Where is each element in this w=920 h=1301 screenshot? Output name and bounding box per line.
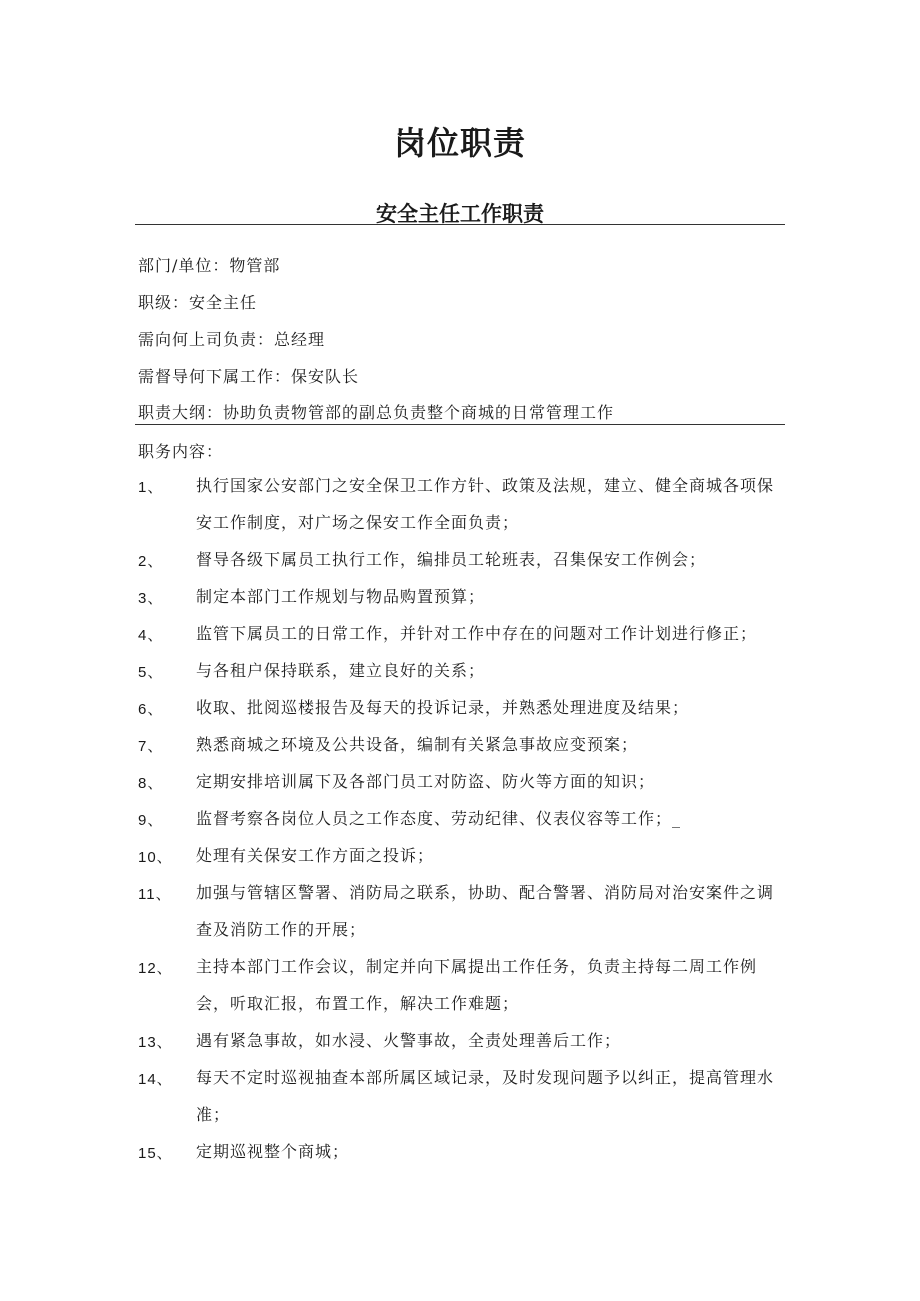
outline-divider — [135, 424, 785, 425]
duty-text — [196, 1059, 782, 1133]
duty-number: 4、 — [138, 627, 164, 644]
outline-line: 职责大纲：协助负责物管部的副总负责整个商城的日常管理工作 — [138, 403, 615, 422]
duty-number: 1、 — [138, 479, 164, 496]
duty-number: 10、 — [138, 849, 173, 866]
duty-text-line: 处理有关保安工作方面之投诉； — [196, 846, 435, 865]
duty-number: 11、 — [138, 886, 172, 903]
duty-number: 9、 — [138, 812, 164, 829]
document-title: 岗位职责 — [393, 124, 526, 162]
duty-text-line: 遇有紧急事故，如水浸、火警事故，全责处理善后工作； — [196, 1031, 622, 1050]
section-title: 安全主任工作职责 — [376, 201, 544, 226]
duty-text-line: 安工作制度，对广场之保安工作全面负责； — [196, 513, 520, 532]
duty-number: 12、 — [138, 960, 173, 977]
duty-number: 6、 — [138, 701, 164, 718]
duty-text — [196, 615, 782, 652]
duty-text-line: 监管下属员工的日常工作，并针对工作中存在的问题对工作计划进行修正； — [196, 624, 758, 643]
duty-text — [196, 467, 782, 541]
duty-text-line: 每天不定时巡视抽查本部所属区域记录，及时发现问题予以纠正，提高管理水 — [196, 1068, 775, 1087]
duty-number: 5、 — [138, 664, 164, 681]
duty-text — [196, 837, 782, 874]
duty-number: 7、 — [138, 738, 164, 755]
duty-text-line: 查及消防工作的开展； — [196, 920, 367, 939]
duty-number: 13、 — [138, 1034, 173, 1051]
duty-number: 8、 — [138, 775, 164, 792]
duties-heading: 职务内容： — [138, 442, 224, 461]
duty-text — [196, 1133, 782, 1170]
duty-text-line: 收取、批阅巡楼报告及每天的投诉记录，并熟悉处理进度及结果； — [196, 698, 690, 717]
duty-text — [196, 948, 782, 1022]
duty-text — [196, 541, 782, 578]
duty-number: 14、 — [138, 1071, 173, 1088]
duty-text-line: 执行国家公安部门之安全保卫工作方针、政策及法规，建立、健全商城各项保 — [196, 476, 775, 495]
duty-text — [196, 726, 782, 763]
duty-text — [196, 800, 782, 837]
duty-number: 3、 — [138, 590, 164, 607]
duty-text-line: 制定本部门工作规划与物品购置预算； — [196, 587, 486, 606]
supervises-line: 需督导何下属工作：保安队长 — [138, 367, 360, 386]
duty-number: 2、 — [138, 553, 164, 570]
duty-text — [196, 689, 782, 726]
duty-text-line: 主持本部门工作会议，制定并向下属提出工作任务，负责主持每二周工作例 — [196, 957, 758, 976]
duty-text — [196, 763, 782, 800]
duty-text-line: 定期安排培训属下及各部门员工对防盗、防火等方面的知识； — [196, 772, 656, 791]
reports-to-line: 需向何上司负责：总经理 — [138, 330, 326, 349]
duty-text — [196, 874, 782, 948]
duty-text-line: 准； — [196, 1105, 231, 1124]
duty-text — [196, 652, 782, 689]
department-line: 部门/单位：物管部 — [138, 256, 281, 275]
duty-text-line: 加强与管辖区警署、消防局之联系，协助、配合警署、消防局对治安案件之调 — [196, 883, 775, 902]
rank-line: 职级：安全主任 — [138, 293, 258, 312]
duty-text-line: 会，听取汇报，布置工作，解决工作难题； — [196, 994, 520, 1013]
duty-text-line: 督导各级下属员工执行工作，编排员工轮班表，召集保安工作例会； — [196, 550, 707, 569]
duty-text — [196, 578, 782, 615]
section-divider — [135, 224, 785, 225]
duty-text-line: 与各租户保持联系，建立良好的关系； — [196, 661, 486, 680]
duty-text-line: 监督考察各岗位人员之工作态度、劳动纪律、仪表仪容等工作；_ — [196, 809, 682, 828]
duty-number: 15、 — [138, 1145, 173, 1162]
duty-text — [196, 1022, 782, 1059]
duty-text-line: 定期巡视整个商城； — [196, 1142, 350, 1161]
duty-text-line: 熟悉商城之环境及公共设备，编制有关紧急事故应变预案； — [196, 735, 639, 754]
